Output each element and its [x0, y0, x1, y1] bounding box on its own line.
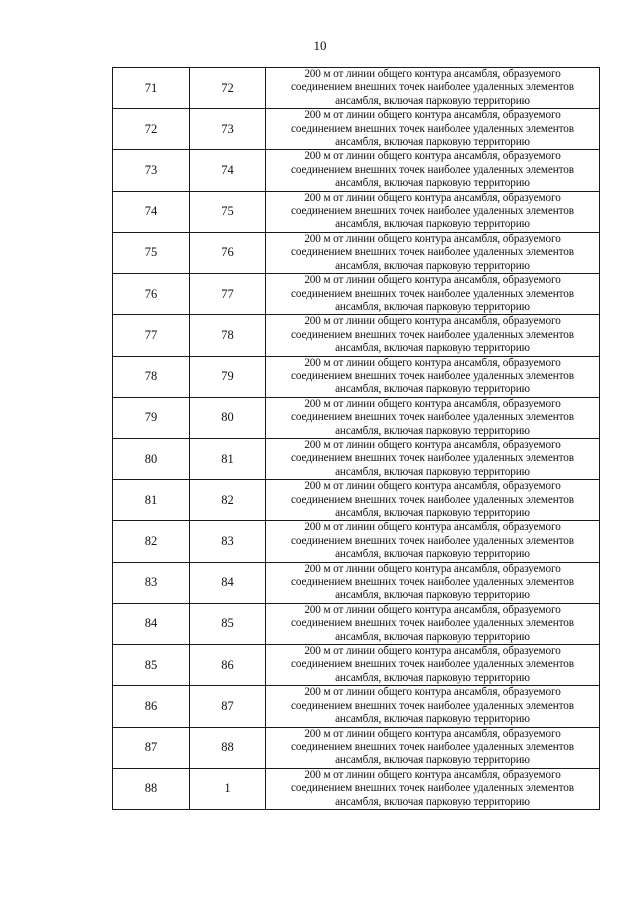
table-row: [113, 68, 600, 109]
from-point-cell: 81: [113, 480, 190, 521]
description-line: 200 м от линии общего контура ансамбля, образуемого: [304, 645, 561, 658]
from-point-cell: 88: [113, 768, 190, 809]
description-line: 200 м от линии общего контура ансамбля, образуемого: [304, 68, 561, 80]
from-point-cell: 86: [113, 686, 190, 727]
description-cell: [266, 645, 600, 686]
description-line: ансамбля, включая парковую территорию: [335, 300, 530, 313]
description-line: соединением внешних точек наиболее удаленных элементов: [291, 163, 574, 176]
description-line: 200 м от линии общего контура ансамбля, образуемого: [304, 438, 561, 451]
description-cell: [266, 397, 600, 438]
description-cell: [266, 521, 600, 562]
description-cell: [266, 68, 600, 109]
description-line: ансамбля, включая парковую территорию: [335, 342, 530, 355]
from-point-cell: 79: [113, 397, 190, 438]
description-line: 200 м от линии общего контура ансамбля, образуемого: [304, 521, 561, 534]
description-cell: [266, 480, 600, 521]
table-row: [113, 397, 600, 438]
description-line: ансамбля, включая парковую территорию: [335, 548, 530, 561]
description-line: ансамбля, включая парковую территорию: [335, 136, 530, 149]
description-line: соединением внешних точек наиболее удаленных элементов: [291, 328, 574, 341]
table-row: [113, 521, 600, 562]
table-row: [113, 645, 600, 686]
description-cell: [266, 603, 600, 644]
table-row: [113, 480, 600, 521]
description-line: соединением внешних точек наиболее удаленных элементов: [291, 699, 574, 712]
description-line: соединением внешних точек наиболее удаленных элементов: [291, 658, 574, 671]
description-line: ансамбля, включая парковую территорию: [335, 713, 530, 726]
description-line: соединением внешних точек наиболее удаленных элементов: [291, 534, 574, 547]
from-point-cell: 85: [113, 645, 190, 686]
description-line: ансамбля, включая парковую территорию: [335, 259, 530, 272]
description-line: ансамбля, включая парковую территорию: [335, 177, 530, 190]
description-cell: [266, 768, 600, 809]
to-point-cell: 80: [190, 397, 266, 438]
description-cell: [266, 727, 600, 768]
description-cell: [266, 232, 600, 273]
description-line: 200 м от линии общего контура ансамбля, образуемого: [304, 191, 561, 204]
description-line: 200 м от линии общего контура ансамбля, образуемого: [304, 315, 561, 328]
table-row: [113, 356, 600, 397]
to-point-cell: 87: [190, 686, 266, 727]
description-line: ансамбля, включая парковую территорию: [335, 424, 530, 437]
description-line: ансамбля, включая парковую территорию: [335, 94, 530, 107]
from-point-cell: 80: [113, 438, 190, 479]
description-cell: [266, 438, 600, 479]
description-cell: [266, 356, 600, 397]
description-line: ансамбля, включая парковую территорию: [335, 507, 530, 519]
description-line: 200 м от линии общего контура ансамбля, образуемого: [304, 150, 561, 163]
description-line: соединением внешних точек наиболее удаленных элементов: [291, 576, 574, 589]
table-row: [113, 727, 600, 768]
description-cell: [266, 562, 600, 603]
to-point-cell: 85: [190, 603, 266, 644]
from-point-cell: 75: [113, 232, 190, 273]
description-line: 200 м от линии общего контура ансамбля, образуемого: [304, 274, 561, 287]
description-line: ансамбля, включая парковую территорию: [335, 795, 530, 808]
description-line: 200 м от линии общего контура ансамбля, образуемого: [304, 109, 561, 122]
description-line: ансамбля, включая парковую территорию: [335, 218, 530, 231]
table-row: [113, 150, 600, 191]
table-row: [113, 562, 600, 603]
table-row: [113, 274, 600, 315]
to-point-cell: 84: [190, 562, 266, 603]
from-point-cell: 82: [113, 521, 190, 562]
table-row: [113, 603, 600, 644]
to-point-cell: 88: [190, 727, 266, 768]
to-point-cell: 77: [190, 274, 266, 315]
table-row: [113, 315, 600, 356]
description-line: соединением внешних точек наиболее удаленных элементов: [291, 617, 574, 630]
from-point-cell: 84: [113, 603, 190, 644]
from-point-cell: 74: [113, 191, 190, 232]
from-point-cell: 78: [113, 356, 190, 397]
description-cell: [266, 109, 600, 150]
description-line: соединением внешних точек наиболее удаленных элементов: [291, 740, 574, 753]
description-line: соединением внешних точек наиболее удаленных элементов: [291, 122, 574, 135]
description-line: соединением внешних точек наиболее удаленных элементов: [291, 782, 574, 795]
to-point-cell: 81: [190, 438, 266, 479]
description-line: соединением внешних точек наиболее удаленных элементов: [291, 369, 574, 382]
from-point-cell: 83: [113, 562, 190, 603]
table-row: [113, 686, 600, 727]
to-point-cell: 76: [190, 232, 266, 273]
description-line: ансамбля, включая парковую территорию: [335, 465, 530, 478]
description-line: 200 м от линии общего контура ансамбля, образуемого: [304, 232, 561, 245]
to-point-cell: 79: [190, 356, 266, 397]
description-line: соединением внешних точек наиболее удаленных элементов: [291, 205, 574, 218]
from-point-cell: 76: [113, 274, 190, 315]
page-number: 10: [313, 38, 327, 53]
table-row: [113, 191, 600, 232]
description-line: ансамбля, включая парковую территорию: [335, 589, 530, 602]
description-line: 200 м от линии общего контура ансамбля, образуемого: [304, 768, 561, 781]
description-cell: [266, 315, 600, 356]
table-row: [113, 768, 600, 809]
to-point-cell: 1: [190, 768, 266, 809]
table-row: [113, 109, 600, 150]
description-line: ансамбля, включая парковую территорию: [335, 383, 530, 396]
to-point-cell: 82: [190, 480, 266, 521]
description-line: 200 м от линии общего контура ансамбля, образуемого: [304, 480, 561, 493]
from-point-cell: 71: [113, 68, 190, 109]
description-cell: [266, 191, 600, 232]
description-line: соединением внешних точек наиболее удаленных элементов: [291, 287, 574, 300]
description-cell: [266, 686, 600, 727]
description-line: ансамбля, включая парковую территорию: [335, 671, 530, 684]
description-line: 200 м от линии общего контура ансамбля, образуемого: [304, 356, 561, 369]
from-point-cell: 77: [113, 315, 190, 356]
boundary-table-body: [113, 68, 600, 810]
description-line: соединением внешних точек наиболее удаленных элементов: [291, 411, 574, 424]
to-point-cell: 86: [190, 645, 266, 686]
description-line: соединением внешних точек наиболее удаленных элементов: [291, 81, 574, 94]
to-point-cell: 83: [190, 521, 266, 562]
description-line: ансамбля, включая парковую территорию: [335, 754, 530, 767]
to-point-cell: 72: [190, 68, 266, 109]
table-row: [113, 232, 600, 273]
description-cell: [266, 274, 600, 315]
from-point-cell: 73: [113, 150, 190, 191]
from-point-cell: 87: [113, 727, 190, 768]
description-line: 200 м от линии общего контура ансамбля, образуемого: [304, 727, 561, 740]
description-cell: [266, 150, 600, 191]
description-line: 200 м от линии общего контура ансамбля, образуемого: [304, 603, 561, 616]
to-point-cell: 74: [190, 150, 266, 191]
boundary-table: [112, 67, 600, 810]
from-point-cell: 72: [113, 109, 190, 150]
to-point-cell: 75: [190, 191, 266, 232]
description-line: соединением внешних точек наиболее удаленных элементов: [291, 452, 574, 465]
description-line: ансамбля, включая парковую территорию: [335, 630, 530, 643]
description-line: соединением внешних точек наиболее удаленных элементов: [291, 246, 574, 259]
description-line: соединением внешних точек наиболее удаленных элементов: [291, 493, 574, 506]
description-line: 200 м от линии общего контура ансамбля, образуемого: [304, 397, 561, 410]
to-point-cell: 78: [190, 315, 266, 356]
description-line: 200 м от линии общего контура ансамбля, образуемого: [304, 562, 561, 575]
to-point-cell: 73: [190, 109, 266, 150]
table-row: [113, 438, 600, 479]
description-line: 200 м от линии общего контура ансамбля, образуемого: [304, 686, 561, 699]
